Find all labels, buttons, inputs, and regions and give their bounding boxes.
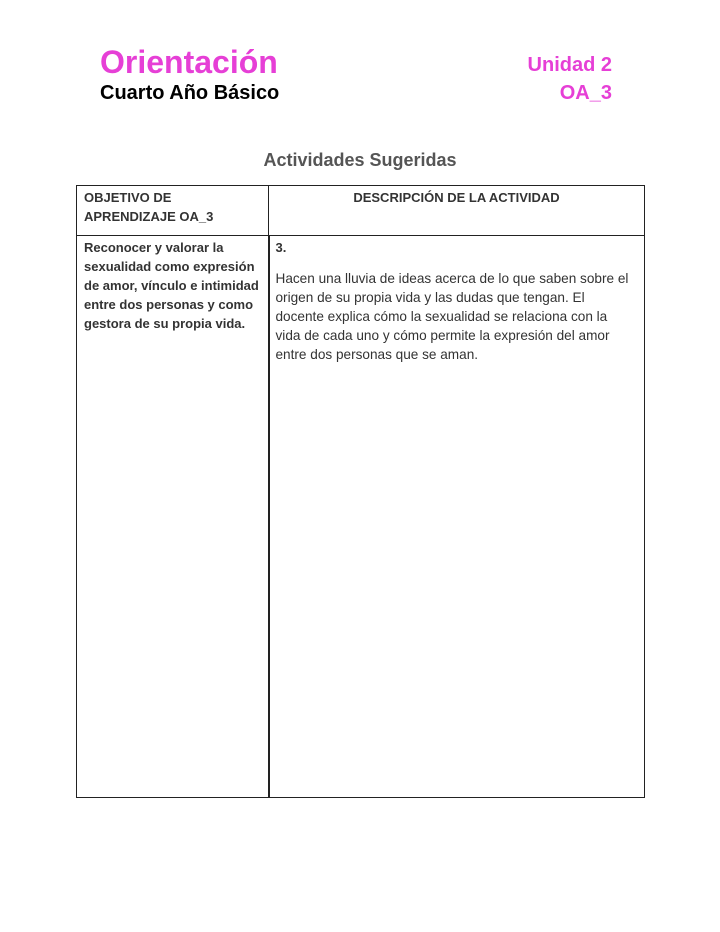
activity-description: Hacen una lluvia de ideas acerca de lo que saben sobre el origen de su propia vida y las dudas que tengan. El docente explica cómo la sexualidad se relaciona con la vida de cada uno y cómo permite la expresión del amor entre dos personas que se aman. [275,271,629,362]
activity-table [76,185,645,798]
subject-title: Orientación [100,44,278,80]
objective-cell: Reconocer y valorar la sexualidad como expresión de amor, vínculo e intimidad entre dos personas y como gestora de su propia vida. [77,236,269,798]
table-row [77,236,645,798]
objective-header: OBJETIVO DE APRENDIZAJE OA_3 [77,186,269,236]
description-header: DESCRIPCIÓN DE LA ACTIVIDAD [269,186,645,236]
table-header-row [77,186,645,236]
section-heading: Actividades Sugeridas [263,150,457,170]
activity-number: 3. [275,240,287,255]
page-header [100,40,612,110]
oa-label: OA_3 [559,82,612,104]
grade-subtitle: Cuarto Año Básico [100,82,280,104]
description-cell [269,236,645,798]
unit-label: Unidad 2 [527,54,612,76]
